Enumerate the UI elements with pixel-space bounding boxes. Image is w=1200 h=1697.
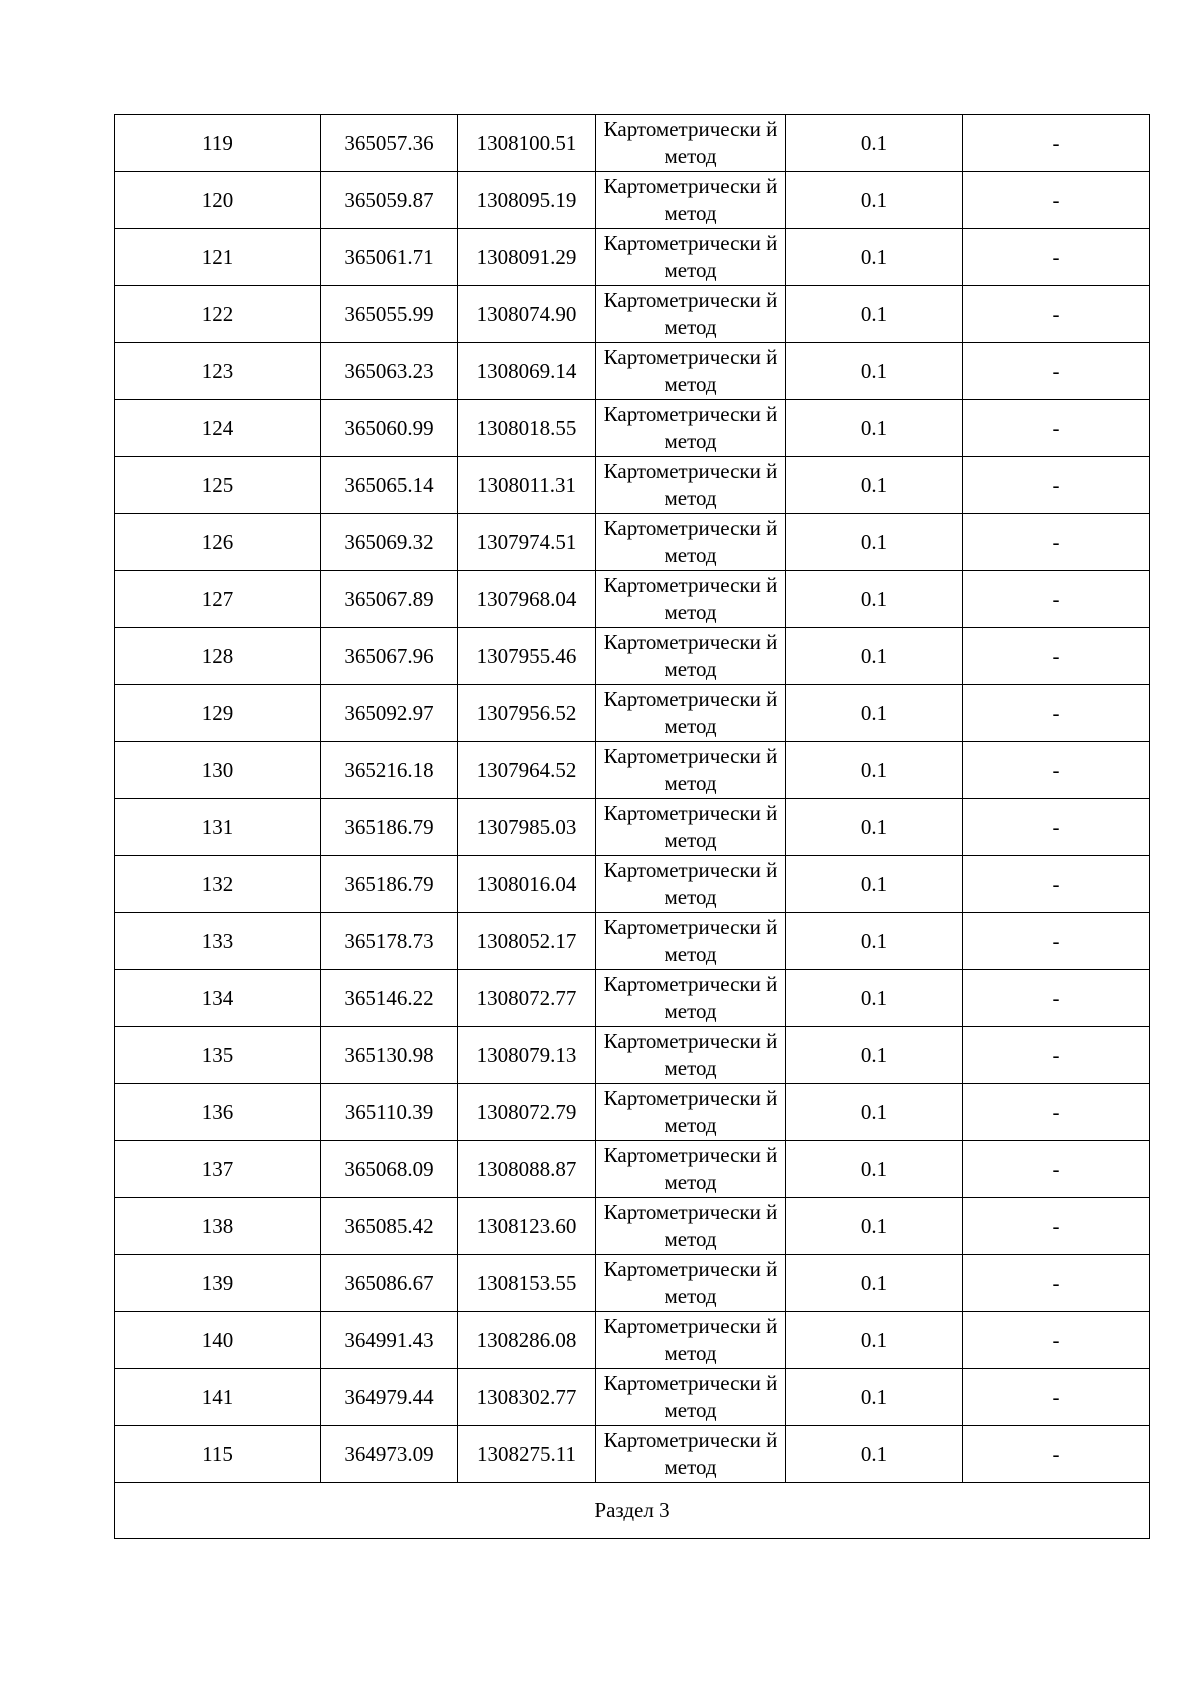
method-cell: Картометрически й метод (596, 343, 786, 400)
table-row (115, 115, 1150, 172)
x-coordinate-cell: 365092.97 (321, 685, 458, 742)
point-number-cell: 134 (115, 970, 321, 1027)
accuracy-cell: 0.1 (786, 115, 963, 172)
note-cell: - (963, 1255, 1150, 1312)
note-cell: - (963, 1312, 1150, 1369)
section-label: Раздел 3 (115, 1483, 1150, 1539)
table-row (115, 1312, 1150, 1369)
table-row (115, 913, 1150, 970)
point-number-cell: 139 (115, 1255, 321, 1312)
x-coordinate-cell: 365178.73 (321, 913, 458, 970)
y-coordinate-cell: 1308275.11 (458, 1426, 596, 1483)
point-number-cell: 128 (115, 628, 321, 685)
table-row (115, 685, 1150, 742)
x-coordinate-cell: 365086.67 (321, 1255, 458, 1312)
x-coordinate-cell: 364979.44 (321, 1369, 458, 1426)
y-coordinate-cell: 1308123.60 (458, 1198, 596, 1255)
x-coordinate-cell: 365067.89 (321, 571, 458, 628)
accuracy-cell: 0.1 (786, 628, 963, 685)
x-coordinate-cell: 365063.23 (321, 343, 458, 400)
x-coordinate-cell: 365059.87 (321, 172, 458, 229)
y-coordinate-cell: 1308072.77 (458, 970, 596, 1027)
accuracy-cell: 0.1 (786, 856, 963, 913)
y-coordinate-cell: 1308153.55 (458, 1255, 596, 1312)
method-cell: Картометрически й метод (596, 286, 786, 343)
method-cell: Картометрически й метод (596, 1312, 786, 1369)
y-coordinate-cell: 1308088.87 (458, 1141, 596, 1198)
accuracy-cell: 0.1 (786, 1369, 963, 1426)
note-cell: - (963, 856, 1150, 913)
x-coordinate-cell: 365057.36 (321, 115, 458, 172)
method-cell: Картометрически й метод (596, 400, 786, 457)
accuracy-cell: 0.1 (786, 970, 963, 1027)
point-number-cell: 133 (115, 913, 321, 970)
accuracy-cell: 0.1 (786, 172, 963, 229)
table-row (115, 970, 1150, 1027)
y-coordinate-cell: 1308072.79 (458, 1084, 596, 1141)
note-cell: - (963, 286, 1150, 343)
note-cell: - (963, 799, 1150, 856)
y-coordinate-cell: 1308016.04 (458, 856, 596, 913)
point-number-cell: 132 (115, 856, 321, 913)
point-number-cell: 136 (115, 1084, 321, 1141)
table-row (115, 799, 1150, 856)
accuracy-cell: 0.1 (786, 685, 963, 742)
note-cell: - (963, 1198, 1150, 1255)
point-number-cell: 131 (115, 799, 321, 856)
accuracy-cell: 0.1 (786, 1084, 963, 1141)
x-coordinate-cell: 365146.22 (321, 970, 458, 1027)
method-cell: Картометрически й метод (596, 457, 786, 514)
method-cell: Картометрически й метод (596, 1426, 786, 1483)
note-cell: - (963, 343, 1150, 400)
table-row (115, 1369, 1150, 1426)
coordinates-table (114, 114, 1150, 1539)
table-row (115, 1198, 1150, 1255)
y-coordinate-cell: 1308091.29 (458, 229, 596, 286)
y-coordinate-cell: 1307956.52 (458, 685, 596, 742)
y-coordinate-cell: 1307968.04 (458, 571, 596, 628)
point-number-cell: 135 (115, 1027, 321, 1084)
x-coordinate-cell: 365186.79 (321, 799, 458, 856)
y-coordinate-cell: 1308286.08 (458, 1312, 596, 1369)
point-number-cell: 115 (115, 1426, 321, 1483)
note-cell: - (963, 229, 1150, 286)
method-cell: Картометрически й метод (596, 1084, 786, 1141)
method-cell: Картометрически й метод (596, 571, 786, 628)
y-coordinate-cell: 1308302.77 (458, 1369, 596, 1426)
accuracy-cell: 0.1 (786, 1027, 963, 1084)
note-cell: - (963, 1084, 1150, 1141)
accuracy-cell: 0.1 (786, 229, 963, 286)
x-coordinate-cell: 365060.99 (321, 400, 458, 457)
note-cell: - (963, 172, 1150, 229)
table-row (115, 286, 1150, 343)
table-row (115, 1084, 1150, 1141)
table-row (115, 1255, 1150, 1312)
point-number-cell: 119 (115, 115, 321, 172)
table-row (115, 1027, 1150, 1084)
method-cell: Картометрически й метод (596, 742, 786, 799)
point-number-cell: 122 (115, 286, 321, 343)
y-coordinate-cell: 1308100.51 (458, 115, 596, 172)
point-number-cell: 120 (115, 172, 321, 229)
method-cell: Картометрически й метод (596, 799, 786, 856)
table-row (115, 229, 1150, 286)
x-coordinate-cell: 364991.43 (321, 1312, 458, 1369)
point-number-cell: 127 (115, 571, 321, 628)
table-row (115, 742, 1150, 799)
point-number-cell: 124 (115, 400, 321, 457)
table-row (115, 1426, 1150, 1483)
note-cell: - (963, 1027, 1150, 1084)
point-number-cell: 121 (115, 229, 321, 286)
accuracy-cell: 0.1 (786, 571, 963, 628)
note-cell: - (963, 742, 1150, 799)
y-coordinate-cell: 1308095.19 (458, 172, 596, 229)
x-coordinate-cell: 365130.98 (321, 1027, 458, 1084)
table-row (115, 343, 1150, 400)
accuracy-cell: 0.1 (786, 514, 963, 571)
x-coordinate-cell: 365068.09 (321, 1141, 458, 1198)
method-cell: Картометрически й метод (596, 685, 786, 742)
y-coordinate-cell: 1308074.90 (458, 286, 596, 343)
note-cell: - (963, 514, 1150, 571)
note-cell: - (963, 1426, 1150, 1483)
point-number-cell: 141 (115, 1369, 321, 1426)
accuracy-cell: 0.1 (786, 913, 963, 970)
y-coordinate-cell: 1307964.52 (458, 742, 596, 799)
point-number-cell: 123 (115, 343, 321, 400)
table-row (115, 457, 1150, 514)
note-cell: - (963, 1141, 1150, 1198)
accuracy-cell: 0.1 (786, 343, 963, 400)
table-body (115, 115, 1150, 1539)
table-row (115, 628, 1150, 685)
point-number-cell: 130 (115, 742, 321, 799)
x-coordinate-cell: 365065.14 (321, 457, 458, 514)
method-cell: Картометрически й метод (596, 1255, 786, 1312)
y-coordinate-cell: 1307985.03 (458, 799, 596, 856)
y-coordinate-cell: 1307955.46 (458, 628, 596, 685)
point-number-cell: 126 (115, 514, 321, 571)
method-cell: Картометрически й метод (596, 970, 786, 1027)
x-coordinate-cell: 365069.32 (321, 514, 458, 571)
note-cell: - (963, 628, 1150, 685)
method-cell: Картометрически й метод (596, 1141, 786, 1198)
method-cell: Картометрически й метод (596, 628, 786, 685)
accuracy-cell: 0.1 (786, 799, 963, 856)
accuracy-cell: 0.1 (786, 400, 963, 457)
accuracy-cell: 0.1 (786, 286, 963, 343)
note-cell: - (963, 913, 1150, 970)
method-cell: Картометрически й метод (596, 172, 786, 229)
note-cell: - (963, 970, 1150, 1027)
x-coordinate-cell: 365110.39 (321, 1084, 458, 1141)
note-cell: - (963, 685, 1150, 742)
table-row (115, 1141, 1150, 1198)
table-row (115, 400, 1150, 457)
x-coordinate-cell: 365216.18 (321, 742, 458, 799)
accuracy-cell: 0.1 (786, 1426, 963, 1483)
method-cell: Картометрически й метод (596, 229, 786, 286)
accuracy-cell: 0.1 (786, 1312, 963, 1369)
method-cell: Картометрически й метод (596, 115, 786, 172)
y-coordinate-cell: 1308011.31 (458, 457, 596, 514)
x-coordinate-cell: 364973.09 (321, 1426, 458, 1483)
x-coordinate-cell: 365055.99 (321, 286, 458, 343)
accuracy-cell: 0.1 (786, 742, 963, 799)
point-number-cell: 137 (115, 1141, 321, 1198)
method-cell: Картометрически й метод (596, 1369, 786, 1426)
accuracy-cell: 0.1 (786, 1255, 963, 1312)
accuracy-cell: 0.1 (786, 1198, 963, 1255)
table-row (115, 571, 1150, 628)
table-row (115, 514, 1150, 571)
method-cell: Картометрически й метод (596, 856, 786, 913)
point-number-cell: 125 (115, 457, 321, 514)
x-coordinate-cell: 365061.71 (321, 229, 458, 286)
table-row (115, 172, 1150, 229)
point-number-cell: 140 (115, 1312, 321, 1369)
point-number-cell: 138 (115, 1198, 321, 1255)
table-row (115, 856, 1150, 913)
method-cell: Картометрически й метод (596, 1198, 786, 1255)
y-coordinate-cell: 1308052.17 (458, 913, 596, 970)
accuracy-cell: 0.1 (786, 1141, 963, 1198)
y-coordinate-cell: 1308079.13 (458, 1027, 596, 1084)
note-cell: - (963, 115, 1150, 172)
section-row (115, 1483, 1150, 1539)
note-cell: - (963, 571, 1150, 628)
note-cell: - (963, 1369, 1150, 1426)
accuracy-cell: 0.1 (786, 457, 963, 514)
y-coordinate-cell: 1307974.51 (458, 514, 596, 571)
note-cell: - (963, 457, 1150, 514)
x-coordinate-cell: 365186.79 (321, 856, 458, 913)
method-cell: Картометрически й метод (596, 913, 786, 970)
note-cell: - (963, 400, 1150, 457)
method-cell: Картометрически й метод (596, 1027, 786, 1084)
point-number-cell: 129 (115, 685, 321, 742)
y-coordinate-cell: 1308069.14 (458, 343, 596, 400)
x-coordinate-cell: 365067.96 (321, 628, 458, 685)
method-cell: Картометрически й метод (596, 514, 786, 571)
y-coordinate-cell: 1308018.55 (458, 400, 596, 457)
x-coordinate-cell: 365085.42 (321, 1198, 458, 1255)
